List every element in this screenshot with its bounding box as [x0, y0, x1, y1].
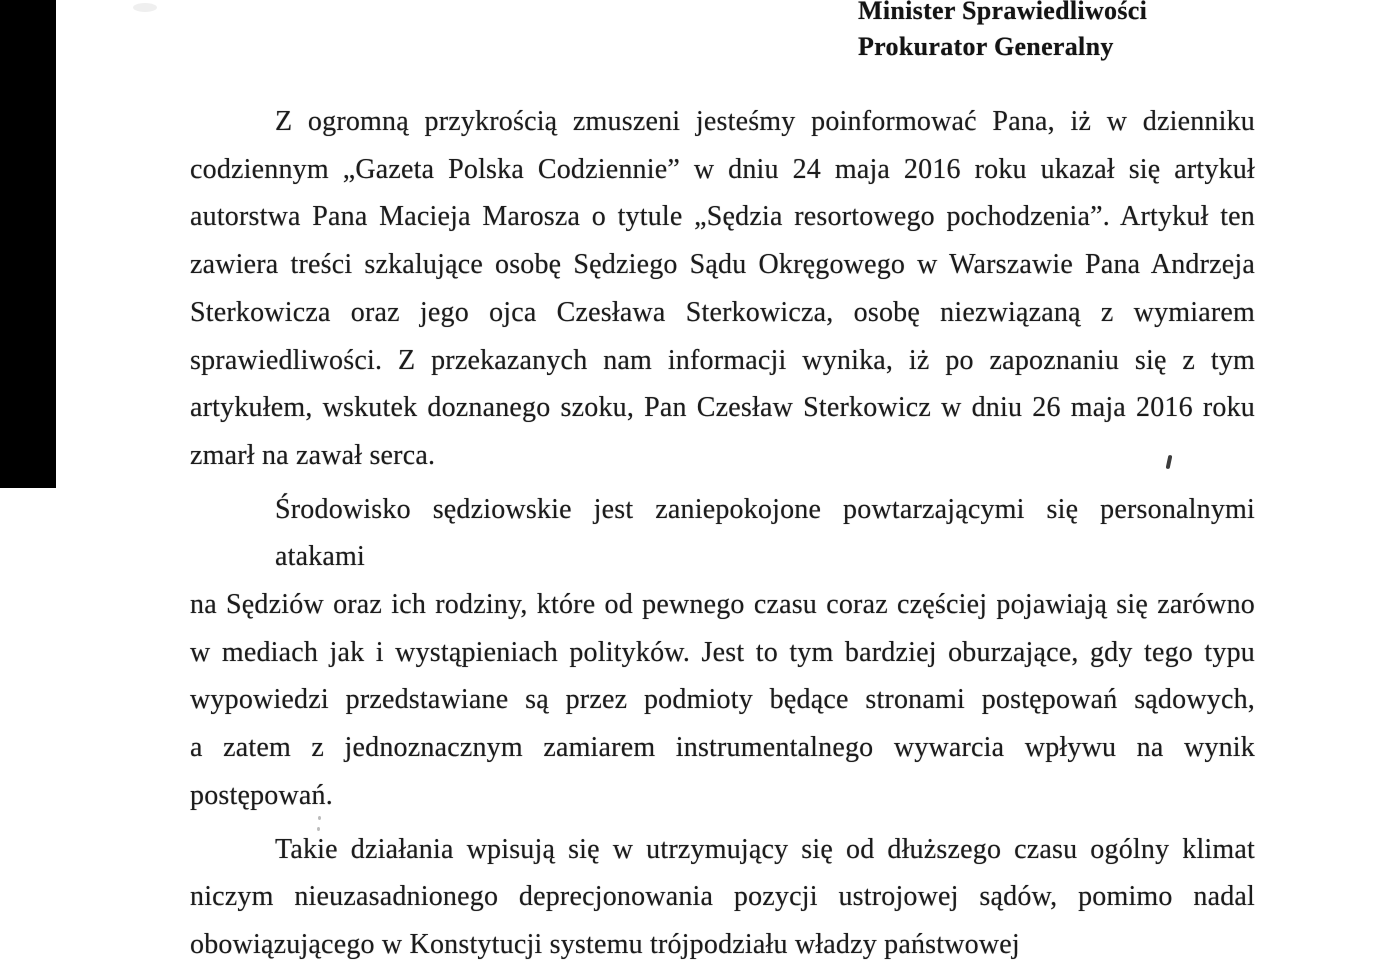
- text-line: zmarł na zawał serca.: [190, 439, 436, 471]
- text-line: obowiązującego w Konstytucji systemu trójpodziału władzy państwowej: [190, 928, 1020, 960]
- text-line: postępowań.: [190, 779, 333, 811]
- text-line: Sterkowicza oraz jego ojca Czesława Sterkowicza, osobę niezwiązaną z wymiarem: [190, 296, 1255, 328]
- text-line: Środowisko sędziowskie jest zaniepokojone powtarzającymi się personalnymi atakami: [275, 493, 1255, 573]
- text-line: wypowiedzi przedstawiane są przez podmioty będące stronami postępowań sądowych,: [190, 684, 1255, 716]
- letterhead: [858, 0, 1147, 65]
- paragraph: [190, 98, 1255, 480]
- scan-black-bar: [0, 0, 56, 488]
- text-line: a zatem z jednoznacznym zamiarem instrumentalnego wywarcia wpływu na wynik: [190, 732, 1255, 764]
- text-line: codziennym „Gazeta Polska Codziennie” w dniu 24 maja 2016 roku ukazał się artykuł: [190, 153, 1255, 185]
- letterhead-line-minister: Minister Sprawiedliwości: [858, 0, 1148, 25]
- paragraph: [190, 826, 1255, 969]
- text-line: Z ogromną przykrością zmuszeni jesteśmy poinformować Pana, iż w dzienniku: [275, 106, 1255, 137]
- text-line: autorstwa Pana Macieja Marosza o tytule „Sędzia resortowego pochodzenia”. Artykuł ten: [190, 201, 1255, 233]
- text-line: artykułem, wskutek doznanego szoku, Pan Czesław Sterkowicz w dniu 26 maja 2016 roku: [190, 392, 1255, 424]
- text-line: sprawiedliwości. Z przekazanych nam informacji wynika, iż po zapoznaniu się z tym: [190, 344, 1255, 376]
- document-body: [190, 98, 1255, 975]
- paragraph: [190, 486, 1255, 820]
- text-line: na Sędziów oraz ich rodziny, które od pewnego czasu coraz częściej pojawiają się zarówno: [190, 589, 1255, 621]
- text-line: Takie działania wpisują się w utrzymujący się od dłuższego czasu ogólny klimat: [275, 833, 1255, 865]
- scan-artifact-smudge: [133, 3, 157, 12]
- text-line: niczym nieuzasadnionego deprecjonowania pozycji ustrojowej sądów, pomimo nadal: [190, 881, 1255, 913]
- text-line: w mediach jak i wystąpieniach polityków. Jest to tym bardziej oburzające, gdy tego typu: [190, 636, 1255, 668]
- letterhead-line-prokurator: Prokurator Generalny: [858, 32, 1114, 61]
- text-line: zawiera treści szkalujące osobę Sędziego Sądu Okręgowego w Warszawie Pana Andrzeja: [190, 249, 1255, 281]
